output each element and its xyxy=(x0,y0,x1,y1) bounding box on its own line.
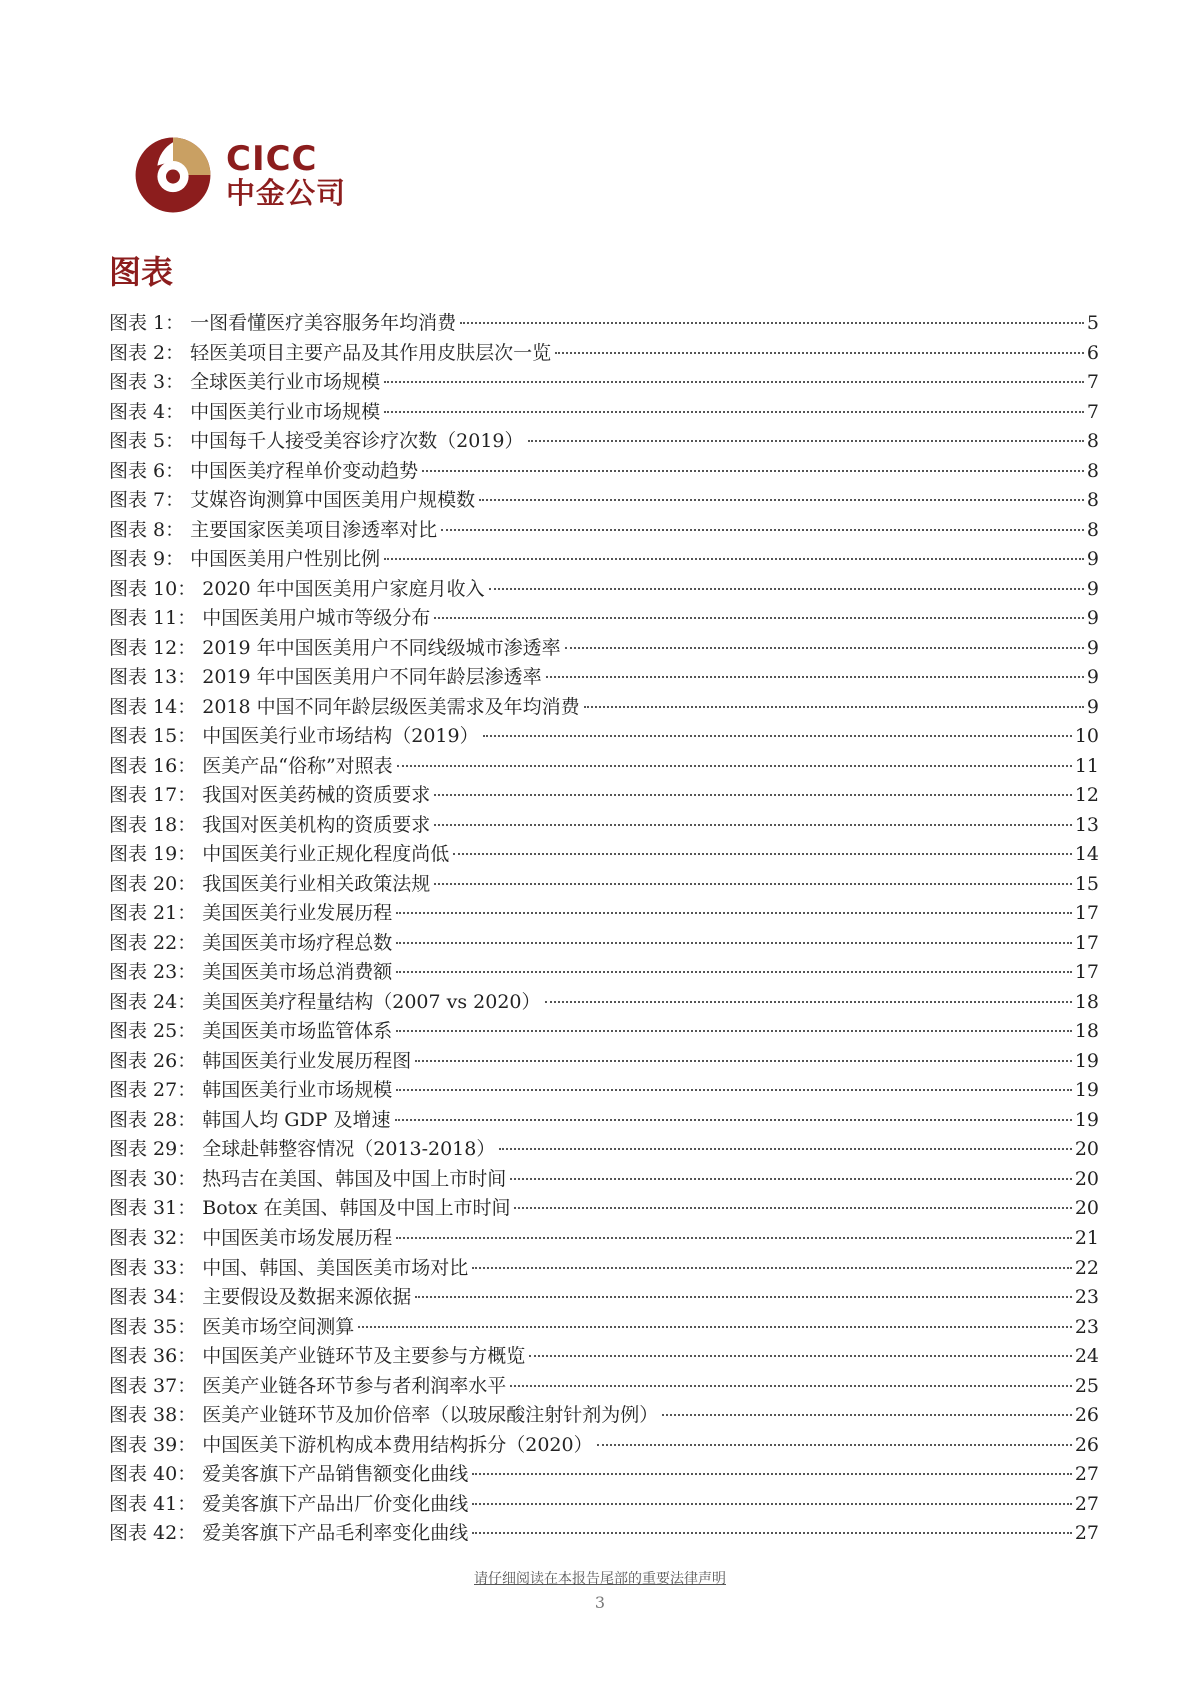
separator: ： xyxy=(177,1197,197,1220)
separator: ： xyxy=(177,813,197,836)
figure-label: 图表 6 xyxy=(109,459,166,482)
toc-entry[interactable] xyxy=(109,1224,1099,1254)
figure-label: 图表 20 xyxy=(109,872,178,895)
figure-title: 2019 年中国医美用户不同年龄层渗透率 xyxy=(202,666,542,689)
figure-title: 美国医美市场监管体系 xyxy=(202,1020,393,1043)
page-ref: 22 xyxy=(1074,1256,1099,1279)
toc-entry[interactable] xyxy=(109,1342,1099,1372)
figure-label: 图表 27 xyxy=(109,1079,178,1102)
separator: ： xyxy=(177,1256,197,1279)
page-ref: 18 xyxy=(1074,990,1099,1013)
dot-leader xyxy=(510,1178,1072,1180)
legal-disclaimer-link[interactable]: 请仔细阅读在本报告尾部的重要法律声明 xyxy=(474,1571,726,1587)
separator: ： xyxy=(177,577,197,600)
figure-title: 中国医美用户性别比例 xyxy=(190,548,381,571)
figure-title: 韩国医美行业市场规模 xyxy=(202,1079,393,1102)
dot-leader xyxy=(415,1296,1072,1298)
logo-wordmark xyxy=(226,141,346,209)
page-ref: 27 xyxy=(1074,1463,1099,1486)
page-ref: 8 xyxy=(1086,489,1099,512)
page-ref: 20 xyxy=(1074,1167,1099,1190)
dot-leader xyxy=(384,411,1084,413)
toc-entry[interactable] xyxy=(109,309,1099,339)
separator: ： xyxy=(177,990,197,1013)
dot-leader xyxy=(358,1326,1072,1328)
toc-entry[interactable] xyxy=(109,1135,1099,1165)
dot-leader xyxy=(434,617,1084,619)
page-ref: 24 xyxy=(1074,1345,1099,1368)
page-ref: 7 xyxy=(1086,400,1099,423)
figure-label: 图表 16 xyxy=(109,754,178,777)
dot-leader xyxy=(565,647,1084,649)
figure-label: 图表 5 xyxy=(109,430,166,453)
page-ref: 5 xyxy=(1086,312,1099,334)
figure-title: 医美产品“俗称”对照表 xyxy=(202,754,393,777)
figure-title: 中国、韩国、美国医美市场对比 xyxy=(202,1256,469,1279)
dot-leader xyxy=(396,1089,1072,1091)
dot-leader xyxy=(546,676,1084,678)
separator: ： xyxy=(177,1463,197,1486)
page-ref: 21 xyxy=(1074,1226,1099,1249)
dot-leader xyxy=(545,1001,1072,1003)
figure-title: 2019 年中国医美用户不同线级城市渗透率 xyxy=(202,636,561,659)
figure-label: 图表 3 xyxy=(109,371,166,394)
figure-label: 图表 35 xyxy=(109,1315,178,1338)
page-ref: 27 xyxy=(1074,1522,1099,1545)
separator: ： xyxy=(177,931,197,954)
separator: ： xyxy=(165,400,185,423)
separator: ： xyxy=(177,1079,197,1102)
separator: ： xyxy=(177,754,197,777)
page-ref: 20 xyxy=(1074,1197,1099,1220)
dot-leader xyxy=(472,1503,1072,1505)
dot-leader xyxy=(396,942,1072,944)
toc-entry[interactable] xyxy=(109,634,1099,664)
figure-label: 图表 34 xyxy=(109,1286,178,1309)
dot-leader xyxy=(384,381,1084,383)
figure-title: 主要国家医美项目渗透率对比 xyxy=(190,518,438,541)
toc-entry[interactable] xyxy=(109,368,1099,398)
toc-entry[interactable] xyxy=(109,899,1099,929)
page-ref: 18 xyxy=(1074,1020,1099,1043)
figure-title: 医美产业链各环节参与者利润率水平 xyxy=(202,1374,507,1397)
figure-label: 图表 9 xyxy=(109,548,166,571)
figure-label: 图表 13 xyxy=(109,666,178,689)
figure-title: 中国医美下游机构成本费用结构拆分（2020） xyxy=(202,1433,593,1456)
figure-title: 爱美客旗下产品出厂价变化曲线 xyxy=(202,1492,469,1515)
figure-title: 中国医美疗程单价变动趋势 xyxy=(190,459,419,482)
page-ref: 23 xyxy=(1074,1315,1099,1338)
separator: ： xyxy=(165,341,185,364)
dot-leader xyxy=(395,1119,1072,1121)
separator: ： xyxy=(177,1315,197,1338)
toc-entry[interactable] xyxy=(109,663,1099,693)
toc-entry[interactable] xyxy=(109,1431,1099,1461)
dot-leader xyxy=(472,1267,1072,1269)
dot-leader xyxy=(529,1355,1072,1357)
figure-label: 图表 11 xyxy=(109,607,178,630)
figure-title: 美国医美市场总消费额 xyxy=(202,961,393,984)
figure-label: 图表 30 xyxy=(109,1167,178,1190)
separator: ： xyxy=(177,1226,197,1249)
figure-title: 艾媒咨询测算中国医美用户规模数 xyxy=(190,489,476,512)
toc-entry[interactable] xyxy=(109,870,1099,900)
logo-english-name: CICC xyxy=(226,139,318,179)
figure-title: 我国对医美药械的资质要求 xyxy=(202,784,431,807)
toc-entry[interactable] xyxy=(109,988,1099,1018)
separator: ： xyxy=(177,725,197,748)
toc-entry[interactable] xyxy=(109,516,1099,546)
separator: ： xyxy=(165,489,185,512)
dot-leader xyxy=(460,322,1084,324)
figure-label: 图表 25 xyxy=(109,1020,178,1043)
figure-label: 图表 41 xyxy=(109,1492,178,1515)
dot-leader xyxy=(415,1060,1072,1062)
page-ref: 9 xyxy=(1086,607,1099,630)
toc-entry[interactable] xyxy=(109,811,1099,841)
figure-label: 图表 18 xyxy=(109,813,178,836)
toc-entry[interactable] xyxy=(109,840,1099,870)
toc-entry[interactable] xyxy=(109,722,1099,752)
toc-entry[interactable] xyxy=(109,545,1099,575)
dot-leader xyxy=(396,1030,1072,1032)
figure-label: 图表 24 xyxy=(109,990,178,1013)
page-ref: 17 xyxy=(1074,902,1099,925)
toc-entry[interactable] xyxy=(109,1372,1099,1402)
toc-entry[interactable] xyxy=(109,1283,1099,1313)
figure-label: 图表 38 xyxy=(109,1404,178,1427)
dot-leader xyxy=(479,499,1084,501)
dot-leader xyxy=(510,1385,1072,1387)
dot-leader xyxy=(528,440,1084,442)
figure-label: 图表 17 xyxy=(109,784,178,807)
toc-entry[interactable] xyxy=(109,398,1099,428)
page-ref: 9 xyxy=(1086,548,1099,571)
figure-label: 图表 37 xyxy=(109,1374,178,1397)
figure-title: 轻医美项目主要产品及其作用皮肤层次一览 xyxy=(190,341,552,364)
figure-title: 美国医美市场疗程总数 xyxy=(202,931,393,954)
page-ref: 9 xyxy=(1086,695,1099,718)
figure-title: 2020 年中国医美用户家庭月收入 xyxy=(202,577,485,600)
figure-label: 图表 32 xyxy=(109,1226,178,1249)
separator: ： xyxy=(177,607,197,630)
separator: ： xyxy=(177,872,197,895)
page-ref: 9 xyxy=(1086,577,1099,600)
page-ref: 20 xyxy=(1074,1138,1099,1161)
toc-entry[interactable] xyxy=(109,1401,1099,1431)
figure-title: 韩国医美行业发展历程图 xyxy=(202,1049,412,1072)
page-ref: 27 xyxy=(1074,1492,1099,1515)
page-ref: 12 xyxy=(1074,784,1099,807)
toc-entry[interactable] xyxy=(109,604,1099,634)
dot-leader xyxy=(453,853,1072,855)
figure-label: 图表 36 xyxy=(109,1345,178,1368)
toc-entry[interactable] xyxy=(109,575,1099,605)
separator: ： xyxy=(177,1138,197,1161)
toc-entry[interactable] xyxy=(109,1460,1099,1490)
dot-leader xyxy=(396,971,1072,973)
separator: ： xyxy=(177,1492,197,1515)
page-ref: 17 xyxy=(1074,961,1099,984)
toc-entry[interactable] xyxy=(109,958,1099,988)
separator: ： xyxy=(177,1167,197,1190)
page-ref: 26 xyxy=(1074,1404,1099,1427)
toc-entry[interactable] xyxy=(109,1194,1099,1224)
toc-entry[interactable] xyxy=(109,1313,1099,1343)
page-ref: 9 xyxy=(1086,666,1099,689)
separator: ： xyxy=(177,961,197,984)
dot-leader xyxy=(555,352,1084,354)
figure-label: 图表 26 xyxy=(109,1049,178,1072)
toc-entry[interactable] xyxy=(109,486,1099,516)
figure-title: 主要假设及数据来源依据 xyxy=(202,1286,412,1309)
toc-entry[interactable] xyxy=(109,1254,1099,1284)
figure-title: 全球医美行业市场规模 xyxy=(190,371,381,394)
figure-label: 图表 22 xyxy=(109,931,178,954)
figure-title: 中国医美产业链环节及主要参与方概览 xyxy=(202,1345,526,1368)
separator: ： xyxy=(177,1522,197,1545)
figure-title: 中国医美行业正规化程度尚低 xyxy=(202,843,450,866)
toc-entry[interactable] xyxy=(109,1076,1099,1106)
toc-entry[interactable] xyxy=(109,1106,1099,1136)
dot-leader xyxy=(434,794,1072,796)
separator: ： xyxy=(177,666,197,689)
dot-leader xyxy=(472,1532,1072,1534)
figure-title: 医美市场空间测算 xyxy=(202,1315,355,1338)
toc-entry[interactable] xyxy=(109,752,1099,782)
separator: ： xyxy=(177,1433,197,1456)
figure-label: 图表 42 xyxy=(109,1522,178,1545)
page-ref: 19 xyxy=(1074,1079,1099,1102)
separator: ： xyxy=(177,636,197,659)
figure-title: 全球赴韩整容情况（2013-2018） xyxy=(202,1138,496,1161)
figure-label: 图表 2 xyxy=(109,341,166,364)
dot-leader xyxy=(662,1414,1072,1416)
page-ref: 10 xyxy=(1074,725,1099,748)
toc-entry[interactable] xyxy=(109,693,1099,723)
figure-title: 中国医美用户城市等级分布 xyxy=(202,607,431,630)
dot-leader xyxy=(597,1444,1072,1446)
toc-entry[interactable] xyxy=(109,1165,1099,1195)
figure-title: Botox 在美国、韩国及中国上市时间 xyxy=(202,1197,511,1220)
toc-entry[interactable] xyxy=(109,457,1099,487)
separator: ： xyxy=(165,459,185,482)
page-ref: 11 xyxy=(1074,754,1099,777)
figure-title: 我国医美行业相关政策法规 xyxy=(202,872,431,895)
figure-label: 图表 4 xyxy=(109,400,166,423)
page-ref: 6 xyxy=(1086,341,1099,364)
dot-leader xyxy=(483,735,1072,737)
figure-label: 图表 31 xyxy=(109,1197,178,1220)
page-ref: 7 xyxy=(1086,371,1099,394)
separator: ： xyxy=(177,1374,197,1397)
figure-label: 图表 19 xyxy=(109,843,178,866)
figure-title: 中国医美市场发展历程 xyxy=(202,1226,393,1249)
separator: ： xyxy=(165,430,185,453)
separator: ： xyxy=(177,902,197,925)
figure-label: 图表 29 xyxy=(109,1138,178,1161)
toc-entry[interactable] xyxy=(109,427,1099,457)
dot-leader xyxy=(514,1207,1071,1209)
dot-leader xyxy=(434,883,1072,885)
page-ref: 17 xyxy=(1074,931,1099,954)
figure-title: 中国医美行业市场规模 xyxy=(190,400,381,423)
dot-leader xyxy=(489,588,1084,590)
figure-title: 中国医美行业市场结构（2019） xyxy=(202,725,479,748)
separator: ： xyxy=(177,1108,197,1131)
dot-leader xyxy=(397,765,1072,767)
page-ref: 25 xyxy=(1074,1374,1099,1397)
figure-title: 爱美客旗下产品毛利率变化曲线 xyxy=(202,1522,469,1545)
company-logo xyxy=(134,133,346,217)
separator: ： xyxy=(177,843,197,866)
dot-leader xyxy=(499,1148,1071,1150)
figure-label: 图表 7 xyxy=(109,489,166,512)
dot-leader xyxy=(441,529,1084,531)
page-ref: 9 xyxy=(1086,636,1099,659)
page-ref: 8 xyxy=(1086,459,1099,482)
section-title: 图表 xyxy=(109,253,174,291)
page-ref: 8 xyxy=(1086,518,1099,541)
figure-label: 图表 10 xyxy=(109,577,178,600)
figure-title: 美国医美疗程量结构（2007 vs 2020） xyxy=(202,990,541,1013)
figure-label: 图表 28 xyxy=(109,1108,178,1131)
separator: ： xyxy=(177,784,197,807)
figure-label: 图表 8 xyxy=(109,518,166,541)
page-ref: 15 xyxy=(1074,872,1099,895)
toc-entry[interactable] xyxy=(109,1519,1099,1549)
figure-title: 一图看懂医疗美容服务年均消费 xyxy=(190,312,457,334)
page-ref: 8 xyxy=(1086,430,1099,453)
dot-leader xyxy=(472,1473,1072,1475)
figure-label: 图表 1 xyxy=(109,312,166,334)
separator: ： xyxy=(165,312,185,334)
separator: ： xyxy=(177,695,197,718)
logo-chinese-name: 中金公司 xyxy=(226,176,347,210)
figure-label: 图表 14 xyxy=(109,695,178,718)
figure-label: 图表 39 xyxy=(109,1433,178,1456)
separator: ： xyxy=(165,548,185,571)
dot-leader xyxy=(396,1237,1072,1239)
toc-entry[interactable] xyxy=(109,929,1099,959)
figure-label: 图表 23 xyxy=(109,961,178,984)
figure-title: 我国对医美机构的资质要求 xyxy=(202,813,431,836)
figure-title: 爱美客旗下产品销售额变化曲线 xyxy=(202,1463,469,1486)
dot-leader xyxy=(396,912,1072,914)
figure-label: 图表 21 xyxy=(109,902,178,925)
separator: ： xyxy=(177,1020,197,1043)
figure-title: 中国每千人接受美容诊疗次数（2019） xyxy=(190,430,524,453)
page-ref: 19 xyxy=(1074,1108,1099,1131)
toc-entry[interactable] xyxy=(109,1017,1099,1047)
figure-title: 2018 中国不同年龄层级医美需求及年均消费 xyxy=(202,695,580,718)
figure-title: 热玛吉在美国、韩国及中国上市时间 xyxy=(202,1167,507,1190)
figure-title: 韩国人均 GDP 及增速 xyxy=(202,1108,391,1131)
toc-entry[interactable] xyxy=(109,339,1099,369)
separator: ： xyxy=(177,1404,197,1427)
figure-label: 图表 33 xyxy=(109,1256,178,1279)
figure-label: 图表 15 xyxy=(109,725,178,748)
page-ref: 23 xyxy=(1074,1286,1099,1309)
table-of-figures xyxy=(109,309,1099,1549)
page-ref: 26 xyxy=(1074,1433,1099,1456)
figure-label: 图表 40 xyxy=(109,1463,178,1486)
dot-leader xyxy=(422,470,1084,472)
toc-entry[interactable] xyxy=(109,781,1099,811)
cicc-logo-icon xyxy=(134,136,212,214)
toc-entry[interactable] xyxy=(109,1047,1099,1077)
figure-title: 美国医美行业发展历程 xyxy=(202,902,393,925)
separator: ： xyxy=(177,1286,197,1309)
toc-entry[interactable] xyxy=(109,1490,1099,1520)
separator: ： xyxy=(177,1345,197,1368)
page-footer xyxy=(0,1568,1200,1613)
dot-leader xyxy=(584,706,1084,708)
dot-leader xyxy=(434,824,1072,826)
figure-title: 医美产业链环节及加价倍率（以玻尿酸注射针剂为例） xyxy=(202,1404,659,1427)
separator: ： xyxy=(165,371,185,394)
page-ref: 19 xyxy=(1074,1049,1099,1072)
dot-leader xyxy=(384,558,1084,560)
page-ref: 13 xyxy=(1074,813,1099,836)
page-number: 3 xyxy=(594,1593,606,1612)
page-ref: 14 xyxy=(1074,843,1099,866)
separator: ： xyxy=(165,518,185,541)
figure-label: 图表 12 xyxy=(109,636,178,659)
separator: ： xyxy=(177,1049,197,1072)
